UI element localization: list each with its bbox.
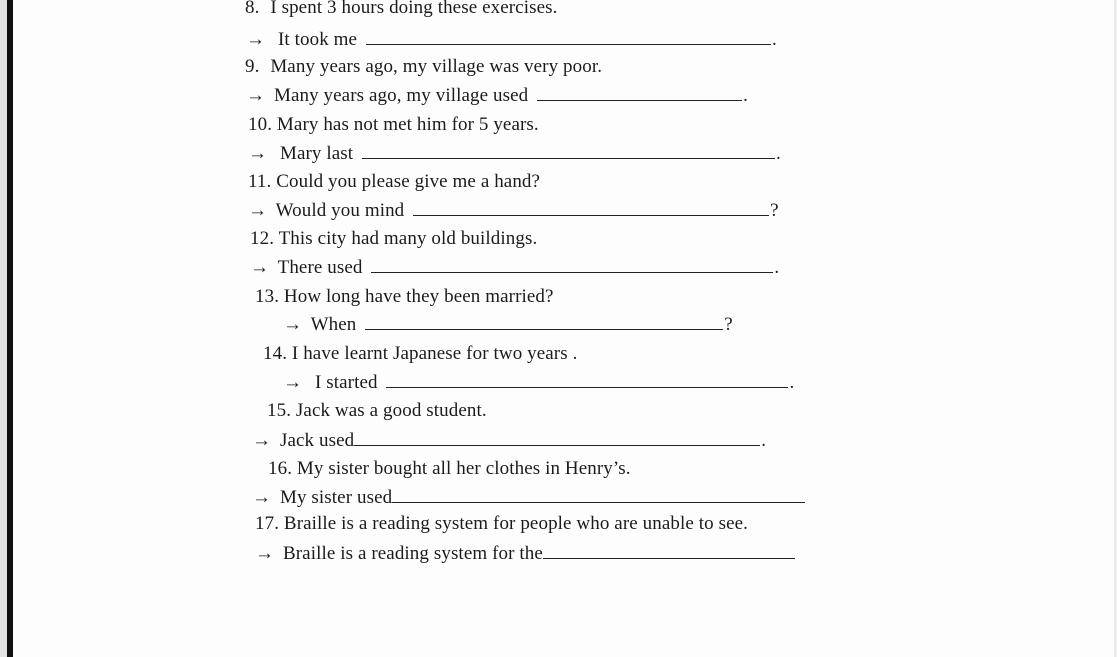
scan-edge: [0, 0, 7, 657]
answer-start: I started: [314, 372, 378, 393]
answer-end: .: [761, 430, 767, 451]
question-number: 14.: [263, 343, 288, 364]
answer-blank[interactable]: [371, 258, 773, 273]
answer-blank[interactable]: [392, 488, 805, 503]
question-number: 12.: [250, 228, 275, 249]
question-15: [267, 400, 487, 422]
question-number: 17.: [255, 513, 280, 534]
question-prompt: Jack was a good student.: [295, 400, 487, 421]
question-9: [245, 56, 602, 78]
answer-start: There used: [277, 257, 363, 278]
answer-end: .: [789, 372, 795, 393]
question-number: 11.: [248, 171, 272, 192]
question-prompt: Many years ago, my village was very poor.: [270, 56, 603, 77]
answer-end: .: [771, 29, 777, 50]
question-prompt: I have learnt Japanese for two years .: [291, 343, 578, 364]
question-number: 13.: [255, 286, 280, 307]
question-11: [248, 171, 540, 193]
answer-8: [246, 29, 777, 51]
arrow-icon: →: [248, 200, 268, 221]
arrow-icon: →: [246, 29, 266, 50]
answer-end: .: [743, 85, 748, 106]
answer-blank[interactable]: [362, 144, 775, 159]
arrow-icon: →: [255, 543, 275, 564]
answer-13: [283, 314, 733, 336]
arrow-icon: →: [283, 314, 303, 335]
arrow-icon: →: [248, 143, 268, 164]
question-14: [263, 343, 577, 365]
answer-start: When: [310, 314, 357, 335]
question-prompt: Could you please give me a hand?: [276, 171, 541, 192]
answer-end: .: [776, 143, 781, 164]
answer-start: It took me: [277, 29, 358, 50]
question-prompt: Braille is a reading system for people who are unable to see.: [283, 513, 748, 534]
answer-start: Many years ago, my village used: [273, 85, 529, 106]
question-prompt: Mary has not met him for 5 years.: [276, 114, 539, 135]
question-8: [245, 0, 557, 19]
answer-start: Jack used: [279, 430, 355, 451]
answer-14: [283, 372, 794, 394]
answer-start: Would you mind: [275, 200, 405, 221]
question-number: 16.: [268, 458, 293, 479]
question-number: 15.: [267, 400, 292, 421]
question-prompt: How long have they been married?: [283, 286, 554, 307]
question-number: 8.: [245, 0, 260, 18]
answer-12: [250, 257, 779, 279]
question-16: [268, 458, 631, 480]
answer-11: [248, 200, 779, 222]
arrow-icon: →: [252, 487, 272, 508]
answer-blank[interactable]: [365, 315, 723, 330]
arrow-icon: →: [246, 85, 266, 106]
question-13: [255, 286, 554, 308]
answer-end: ?: [724, 314, 733, 335]
answer-end: ?: [770, 200, 779, 221]
arrow-icon: →: [252, 430, 272, 451]
question-12: [250, 228, 537, 250]
answer-blank[interactable]: [537, 86, 742, 101]
answer-blank[interactable]: [386, 373, 788, 388]
question-number: 9.: [245, 56, 260, 77]
answer-start: My sister used: [279, 487, 393, 508]
page-border-line: [7, 0, 13, 657]
answer-16: [252, 487, 806, 509]
answer-end: .: [774, 257, 780, 278]
question-prompt: I spent 3 hours doing these exercises.: [270, 0, 558, 18]
answer-9: [246, 85, 748, 107]
answer-17: [255, 543, 796, 565]
answer-blank[interactable]: [413, 201, 769, 216]
answer-10: [248, 143, 781, 165]
answer-blank[interactable]: [366, 30, 771, 45]
question-prompt: My sister bought all her clothes in Henry’s.: [296, 458, 631, 479]
question-number: 10.: [248, 114, 273, 135]
answer-blank[interactable]: [354, 431, 760, 446]
arrow-icon: →: [283, 372, 303, 393]
answer-start: Braille is a reading system for the: [282, 543, 543, 564]
question-17: [255, 513, 748, 535]
answer-15: [252, 430, 766, 452]
question-10: [248, 114, 539, 136]
answer-blank[interactable]: [543, 544, 795, 559]
answer-start: Mary last: [279, 143, 354, 164]
question-prompt: This city had many old buildings.: [278, 228, 538, 249]
arrow-icon: →: [250, 257, 270, 278]
